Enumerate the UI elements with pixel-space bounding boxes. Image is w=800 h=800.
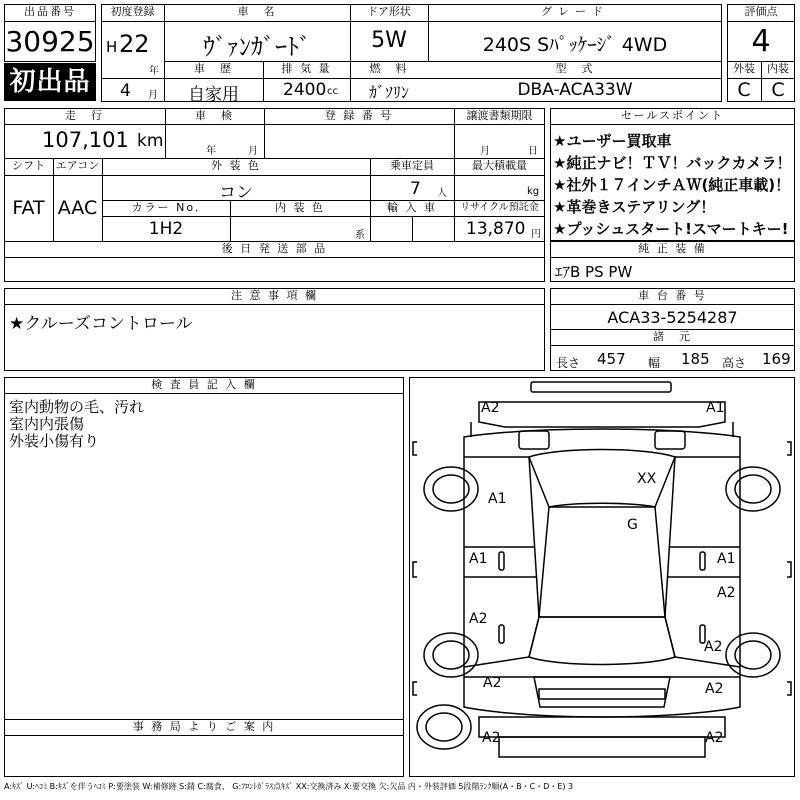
lot-label: 出品番号 bbox=[24, 5, 76, 18]
month-unit: 月 bbox=[148, 90, 158, 101]
capacity: 7 bbox=[410, 179, 421, 199]
grade-label: グレード bbox=[541, 5, 609, 18]
sales-point-item: ★社外１７インチＡＷ(純正車載)！ bbox=[553, 176, 791, 194]
first-reg-month: 4 bbox=[120, 81, 131, 101]
legend: A:ｷｽﾞ U:ﾍｺﾐ B:ｷｽﾞを伴うﾍｺﾐ P:要塗装 W:補修跡 S:錆 C:腐食、 G:ﾌﾛﾝﾄｶﾞﾗｽ点ｷｽﾞ XX:交換済み X:要交換 欠:欠品 内・外装評価 5段階ﾗﾝｸ順(A・B・C・D・E) 3 bbox=[4, 782, 574, 791]
chassis-number: ACA33-5254287 bbox=[607, 308, 738, 327]
era: H bbox=[106, 38, 118, 56]
interior-grade: C bbox=[771, 79, 785, 101]
sales-points-label: セールスポイント bbox=[620, 109, 724, 122]
inspector-line: 室内内張傷 bbox=[9, 415, 85, 433]
displacement-label: 排 気 量 bbox=[281, 62, 332, 75]
mileage-label: 走 行 bbox=[65, 109, 104, 122]
damage-mark: A2 bbox=[705, 681, 724, 697]
inspector-label: 検 査 員 記 入 欄 bbox=[151, 378, 257, 391]
damage-mark: A2 bbox=[469, 611, 488, 627]
inspector-line: 室内動物の毛、汚れ bbox=[9, 398, 145, 416]
sales-point-item: ★ユーザー買取車 bbox=[553, 132, 672, 150]
displacement: 2400 bbox=[283, 80, 327, 100]
recycle-fee: 13,870 bbox=[466, 219, 526, 239]
year-unit: 年 bbox=[149, 66, 159, 77]
first-reg-year: 22 bbox=[119, 30, 150, 58]
sales-point-item: ★プッシュスタート!スマートキー! bbox=[553, 220, 789, 238]
mileage: 107,101 bbox=[42, 128, 129, 152]
damage-mark: A2 bbox=[482, 730, 501, 746]
inspection-month: 月 bbox=[248, 146, 258, 157]
equipment-label: 純 正 装 備 bbox=[638, 242, 707, 255]
interior-label: 内装 bbox=[767, 62, 789, 75]
model: DBA-ACA33W bbox=[517, 80, 633, 100]
height-label: 高さ bbox=[722, 356, 747, 370]
displacement-unit: cc bbox=[327, 86, 338, 97]
capacity-label: 乗車定員 bbox=[390, 159, 434, 172]
history-label: 車 歴 bbox=[194, 62, 233, 75]
sales-point-item: ★純正ナビ！ＴＶ！バックカメラ！ bbox=[553, 154, 792, 172]
damage-mark: A2 bbox=[704, 639, 723, 655]
capacity-unit: 人 bbox=[437, 188, 447, 199]
first-reg-label: 初度登録 bbox=[110, 5, 155, 18]
notes-value: ★クルーズコントロール bbox=[9, 314, 193, 334]
damage-mark: A1 bbox=[717, 551, 736, 567]
car-name: ｳﾞｧﾝｶﾞｰﾄﾞ bbox=[203, 33, 311, 61]
interior-color-unit: 系 bbox=[355, 230, 365, 241]
recycle-unit: 円 bbox=[531, 229, 541, 240]
car-diagram bbox=[409, 377, 795, 777]
width-label: 幅 bbox=[648, 356, 661, 370]
import-label: 輸 入 車 bbox=[387, 201, 437, 214]
chassis-label: 車 台 番 号 bbox=[638, 289, 707, 302]
first-listing-text: 初出品 bbox=[9, 67, 91, 97]
damage-mark: G bbox=[627, 517, 638, 533]
transfer-month: 月 bbox=[480, 146, 490, 157]
transfer-label: 譲渡書類期限 bbox=[466, 109, 533, 122]
lot-number: 30925 bbox=[5, 25, 95, 58]
inspection-label: 車 検 bbox=[195, 109, 234, 122]
dims-label: 諸 元 bbox=[653, 330, 692, 343]
load-unit: kg bbox=[527, 186, 540, 197]
score-label: 評価点 bbox=[744, 5, 778, 18]
car-name-label: 車 名 bbox=[237, 5, 277, 18]
shift-label: シフト bbox=[12, 159, 45, 172]
model-label: 型 式 bbox=[555, 62, 595, 75]
length-label: 長さ bbox=[556, 356, 581, 370]
color-label: 外 装 色 bbox=[211, 159, 261, 172]
height: 169 bbox=[762, 350, 791, 368]
fuel-label: 燃 料 bbox=[369, 62, 409, 75]
inspector-line: 外装小傷有り bbox=[9, 432, 100, 450]
damage-mark: A2 bbox=[483, 675, 502, 691]
transfer-day: 日 bbox=[528, 146, 538, 157]
equipment-value: ｴｱB PS PW bbox=[555, 263, 633, 281]
width: 185 bbox=[681, 350, 710, 368]
fuel: ｶﾞｿﾘﾝ bbox=[368, 83, 409, 102]
history: 自家用 bbox=[188, 85, 239, 105]
ac-label: エアコン bbox=[55, 159, 100, 172]
damage-mark: A2 bbox=[705, 730, 724, 746]
color-no: 1H2 bbox=[148, 219, 184, 239]
load-label: 最大積載量 bbox=[472, 159, 527, 172]
exterior-grade: C bbox=[737, 79, 751, 101]
inspection-year: 年 bbox=[206, 146, 216, 157]
damage-mark: A1 bbox=[488, 491, 507, 507]
interior-color-label: 内 装 色 bbox=[275, 201, 325, 214]
reg-no-label: 登 録 番 号 bbox=[324, 109, 394, 122]
later-parts-label: 後 日 発 送 部 品 bbox=[221, 242, 328, 255]
office-label: 事 務 局 よ り ご 案 内 bbox=[132, 720, 276, 733]
recycle-label: リサイクル預託金 bbox=[460, 202, 539, 213]
damage-mark: A2 bbox=[717, 585, 736, 601]
damage-mark: A2 bbox=[481, 400, 500, 416]
length: 457 bbox=[597, 350, 626, 368]
damage-mark: XX bbox=[637, 471, 657, 487]
color: コン bbox=[219, 183, 253, 203]
sales-point-item: ★革巻きステアリング！ bbox=[553, 198, 716, 216]
damage-mark: A1 bbox=[469, 551, 488, 567]
door-type: 5W bbox=[371, 28, 407, 53]
grade: 240S Sﾊﾟｯｹｰｼﾞ 4WD bbox=[482, 34, 668, 56]
damage-mark: A1 bbox=[706, 400, 725, 416]
score: 4 bbox=[751, 24, 771, 59]
shift: FAT bbox=[12, 197, 45, 219]
door-label: ドア形状 bbox=[367, 5, 411, 18]
mileage-unit: km bbox=[137, 131, 164, 151]
exterior-label: 外装 bbox=[733, 62, 755, 75]
ac: AAC bbox=[57, 197, 98, 219]
notes-label: 注 意 事 項 欄 bbox=[231, 289, 318, 302]
color-no-label: カラー No. bbox=[131, 201, 201, 214]
